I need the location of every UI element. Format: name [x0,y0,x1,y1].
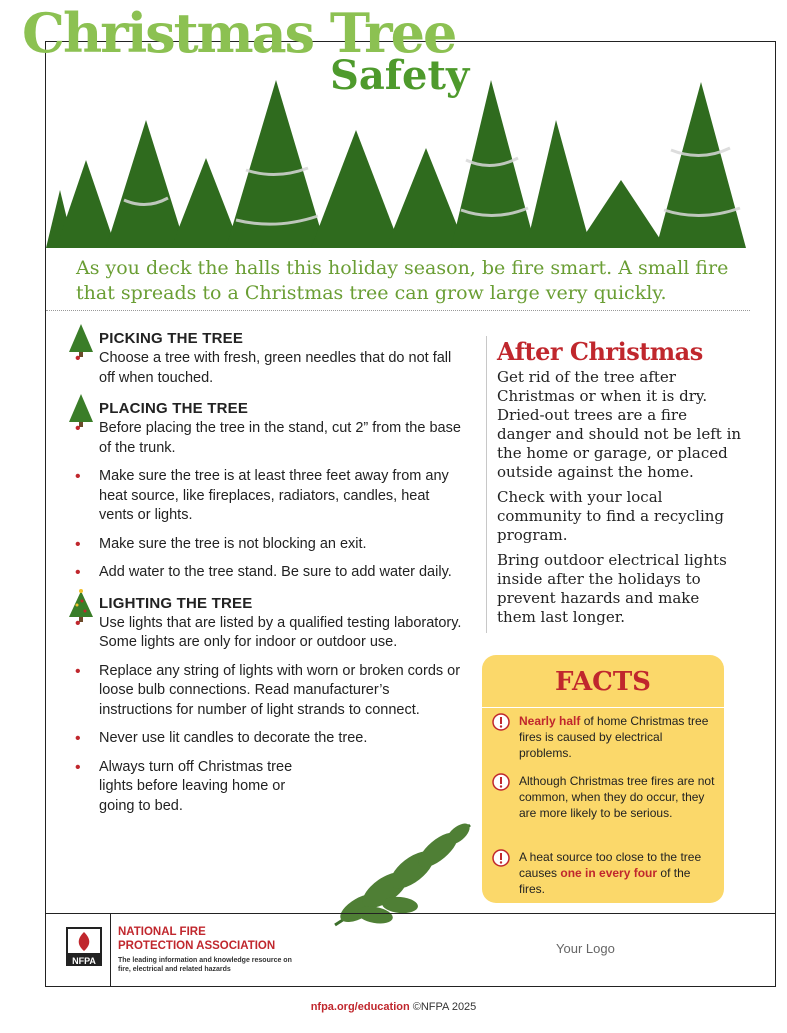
after-christmas-paragraph: Bring outdoor electrical lights inside after the holidays to prevent hazards and make them last longer. [497,551,727,626]
tip-item: • Add water to the tree stand. Be sure to add water daily. [99,563,466,583]
tip-item: • Always turn off Christmas tree lights before leaving home or going to bed. [99,758,309,817]
footer-credit [0,1001,787,1013]
after-christmas-paragraph: Check with your local community to find a recycling program. [497,488,725,544]
education-link[interactable]: nfpa.org/education [310,1001,410,1013]
tip-item: • Replace any string of lights with worn or broken cords or loose bulb connections. Read manufacturer’s instructions for number of light strands to connect. [99,662,466,721]
facts-box [482,655,724,903]
section-lighting-tree [66,595,466,817]
safety-tips-column [66,330,466,828]
exclamation-icon [492,713,510,731]
footer-vertical-divider [110,913,111,987]
section-heading: PICKING THE TREE [99,330,244,347]
section-placing-tree [66,400,466,583]
fact-item [492,773,717,821]
tip-item: • Never use lit candles to decorate the tree. [99,729,404,749]
fact-after: of home Christmas tree fires is caused by electrical problems. [519,714,709,760]
tip-item: • Make sure the tree is not blocking an exit. [99,535,466,555]
intro-text: As you deck the halls this holiday season, be fire smart. A small fire that spreads to a Christmas tree can grow large very quickly. [76,257,729,304]
tip-list [99,614,466,817]
tip-item: • Use lights that are listed by a qualified testing laboratory. Some lights are only for indoor or outdoor use. [99,614,466,653]
org-tagline: The leading information and knowledge resource on fire, electrical and related hazards [118,957,292,973]
exclamation-icon [492,773,510,791]
tip-item: • Make sure the tree is at least three feet away from any heat source, like fireplaces, radiators, candles, heat vents or lights. [99,467,466,526]
fact-before: Although Christmas tree fires are not common, when they do occur, they are more likely to be serious. [519,774,715,820]
nfpa-logo-text: NFPA [72,956,96,966]
facts-heading: FACTS [555,667,651,697]
section-heading: LIGHTING THE TREE [99,594,253,612]
fact-highlight: one in every four [560,866,658,880]
nfpa-logo [66,927,102,967]
tip-item: • Choose a tree with fresh, green needles that do not fall off when touched. [99,349,466,388]
page-title: Christmas Tree [22,1,456,65]
fact-after: of the fires. [519,866,691,896]
christmas-trees-banner [46,80,750,248]
your-logo-placeholder: Your Logo [556,941,615,956]
tip-list [99,419,466,583]
after-christmas-paragraph: Get rid of the tree after Christmas or when it is dry. Dried-out trees are a fire danger and should not be left in the home or garage, or placed outside against the home. [497,368,742,481]
copyright: ©NFPA 2025 [412,1001,477,1013]
section-picking-tree [66,330,466,388]
fact-highlight: Nearly half [519,714,581,728]
tip-list [99,349,466,388]
page-subtitle: Safety [330,52,470,99]
pine-tree-icon [66,324,96,358]
footer-divider [46,913,775,914]
tip-item: • Before placing the tree in the stand, cut 2” from the base of the trunk. [99,419,466,458]
org-name-line: NATIONAL FIRE [118,926,206,938]
org-name [118,925,298,953]
decorated-tree-icon [66,589,96,623]
after-christmas-heading: After Christmas [497,337,703,366]
fact-before: A heat source too close to the tree causes [519,850,702,880]
fact-item [492,713,717,761]
intro-divider [46,310,750,311]
facts-divider [482,707,724,708]
pine-tree-icon [66,394,96,428]
fact-item [492,849,717,897]
after-christmas-panel [486,336,742,633]
section-heading: PLACING THE TREE [99,400,249,417]
exclamation-icon [492,849,510,867]
org-name-line: PROTECTION ASSOCIATION [118,940,276,952]
